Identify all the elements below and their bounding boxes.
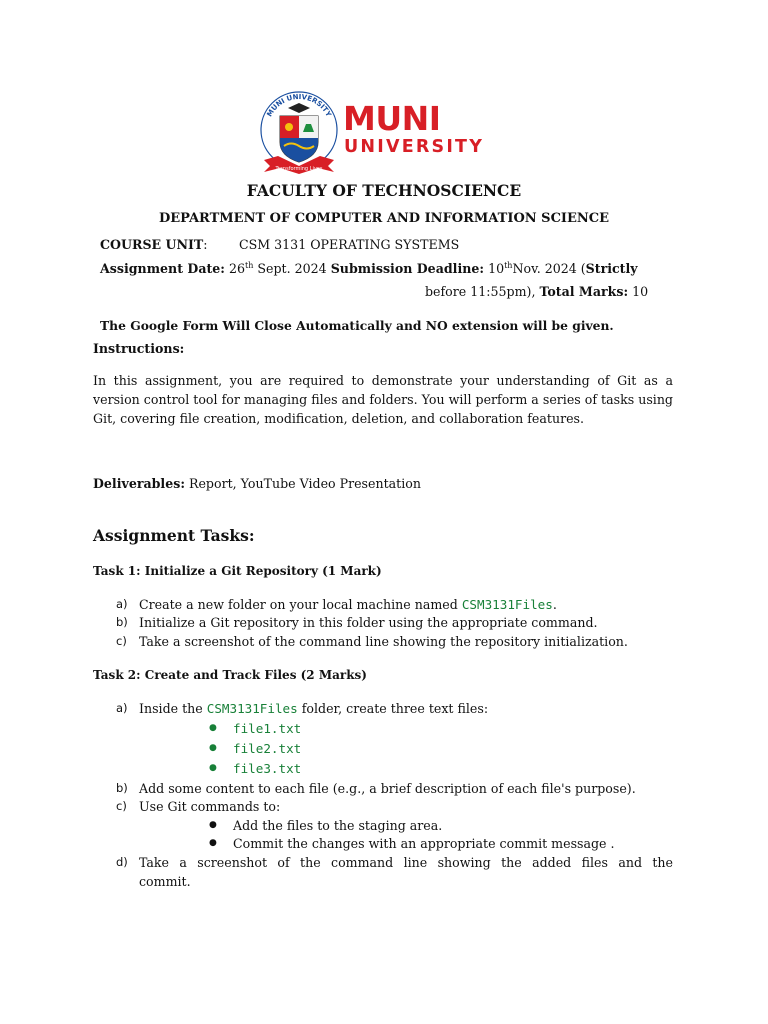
course-unit-row: COURSE UNIT: xyxy=(100,237,208,252)
deliverables-value: Report, YouTube Video Presentation xyxy=(189,476,421,491)
instructions-body: In this assignment, you are required to demonstrate your understanding of Git as a version control tool for managing files and folders. You will perform a series of tasks using Git, covering file creation, modification, deletion, and collaboration features. xyxy=(93,373,673,426)
item-label: c) xyxy=(116,799,127,813)
file-name: file1.txt xyxy=(233,721,302,736)
bullet-icon: ● xyxy=(209,838,217,848)
item-text: Create a new folder on your local machine named xyxy=(139,597,462,612)
task1-heading: Task 1: Initialize a Git Repository (1 Mark) xyxy=(93,564,382,578)
bullet-icon: ● xyxy=(209,723,217,733)
university-logo xyxy=(258,86,508,174)
strictly-text: Strictly xyxy=(585,261,638,276)
item-label: b) xyxy=(116,781,128,795)
deadline-day: 10 xyxy=(488,261,505,276)
bullet-text: Commit the changes with an appropriate commit message . xyxy=(233,836,615,851)
department-title: DEPARTMENT OF COMPUTER AND INFORMATION SCIENCE xyxy=(158,211,610,226)
item-text-end: folder, create three text files: xyxy=(297,701,489,716)
notice-text: The Google Form Will Close Automatically and NO extension will be given. xyxy=(100,318,614,333)
item-text: Inside the xyxy=(139,701,207,716)
course-unit-label: COURSE UNIT xyxy=(100,237,204,252)
assignment-date-rest: Sept. 2024 xyxy=(257,261,327,276)
item-label: d) xyxy=(116,855,128,869)
item-text: Use Git commands to: xyxy=(139,799,281,814)
item-label: a) xyxy=(116,701,128,715)
crest-arc-text: MUNI UNIVERSITY xyxy=(265,92,333,119)
crest-ribbon-text: Transforming Lives xyxy=(275,166,323,172)
before-time: before 11:55pm), xyxy=(425,284,540,299)
folder-name-code: CSM3131Files xyxy=(206,701,298,716)
item-text: Take a screenshot of the command line showing the added files and the xyxy=(139,855,673,870)
brand-university: UNIVERSITY xyxy=(344,137,485,157)
bullet-text: Add the files to the staging area. xyxy=(233,818,443,833)
total-marks-value: 10 xyxy=(632,284,649,299)
bullet-icon: ● xyxy=(209,820,217,830)
total-marks-label: Total Marks: xyxy=(539,284,629,299)
item-text: Add some content to each file (e.g., a brief description of each file's purpose). xyxy=(139,781,636,796)
item-label: a) xyxy=(116,597,128,611)
faculty-title: FACULTY OF TECHNOSCIENCE xyxy=(246,181,522,200)
item-text: Take a screenshot of the command line showing the repository initialization. xyxy=(139,634,628,649)
task2-heading: Task 2: Create and Track Files (2 Marks) xyxy=(93,668,367,682)
file-name: file3.txt xyxy=(233,761,302,776)
university-crest-icon xyxy=(258,86,340,174)
deadline-label: Submission Deadline: xyxy=(330,261,485,276)
deliverables-label: Deliverables: xyxy=(93,476,185,491)
item-label: c) xyxy=(116,634,127,648)
folder-name-code: CSM3131Files xyxy=(461,597,553,612)
bullet-icon: ● xyxy=(209,743,217,753)
assignment-date-label: Assignment Date: xyxy=(100,261,225,276)
instructions-heading: Instructions: xyxy=(93,341,185,356)
brand-muni: MUNI xyxy=(343,99,441,138)
assignment-date-day: 26 xyxy=(228,261,246,276)
deliverables-row xyxy=(93,476,421,491)
item-label: b) xyxy=(116,615,128,629)
assignment-tasks-heading: Assignment Tasks: xyxy=(93,526,255,545)
deadline-row-2 xyxy=(425,284,648,299)
assignment-date-suffix: th xyxy=(245,260,254,270)
deadline-rest: Nov. 2024 ( xyxy=(512,261,586,276)
item-text: Initialize a Git repository in this folder using the appropriate command. xyxy=(139,615,598,630)
item-text: commit. xyxy=(139,874,191,889)
item-end: . xyxy=(552,597,557,612)
course-unit-value: CSM 3131 OPERATING SYSTEMS xyxy=(239,237,460,252)
dates-row xyxy=(100,261,638,276)
file-name: file2.txt xyxy=(233,741,302,756)
deadline-suffix: th xyxy=(504,260,513,270)
bullet-icon: ● xyxy=(209,763,217,773)
